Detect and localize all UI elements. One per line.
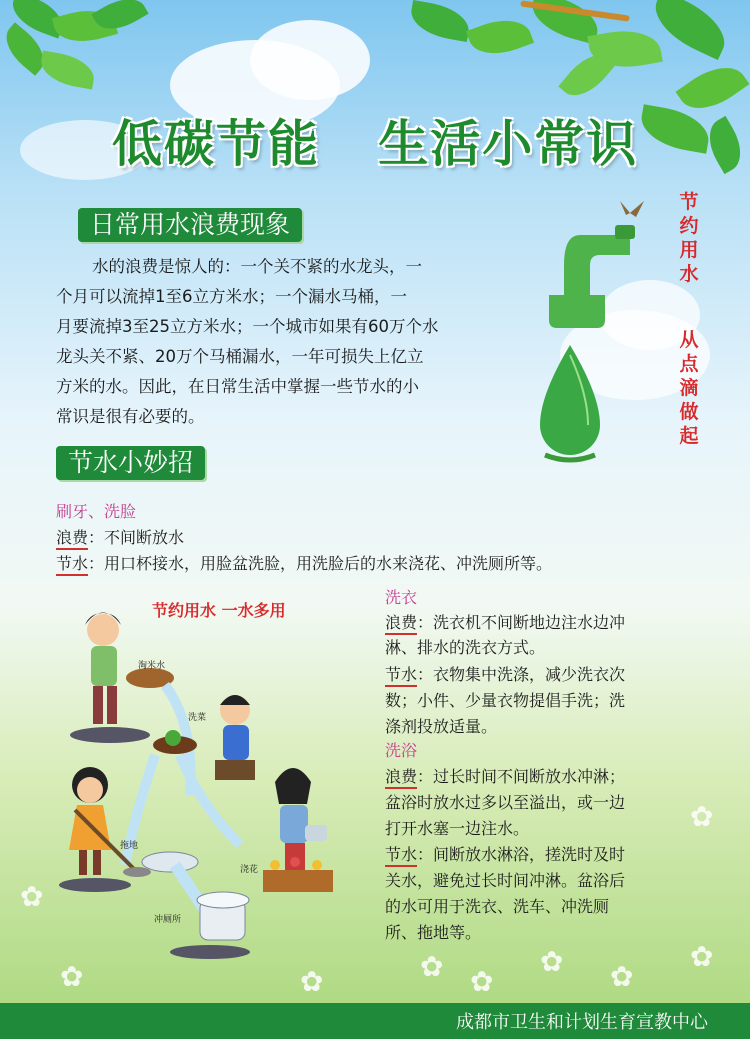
label-veg: 洗菜	[188, 713, 207, 723]
laundry-title: 洗衣	[385, 588, 418, 607]
brush-save-line	[56, 551, 552, 577]
slogan-part1: 节约用水	[679, 191, 699, 285]
brush-title: 刷牙、洗脸	[56, 502, 137, 521]
footer-organization: 成都市卫生和计划生育宣教中心	[456, 1012, 708, 1033]
save-text: ：间断放水淋浴，搓洗时及时	[417, 845, 626, 864]
bath-save-line	[385, 842, 625, 868]
brush-waste-line	[56, 525, 184, 551]
paragraph-line: 龙头关不紧、20万个马桶漏水，一年可损失上亿立	[56, 347, 424, 366]
waste-label: 浪费	[385, 613, 417, 635]
laundry-save-line3: 涤剂投放适量。	[385, 717, 498, 736]
leaf-faucet-illustration	[530, 195, 670, 475]
label-mop: 拖地	[120, 841, 139, 851]
slogan-part2: 从点滴做起	[679, 329, 699, 447]
bath-waste-line	[385, 764, 625, 790]
waste-label: 浪费	[385, 767, 417, 789]
woman-watering-flowers-figure	[263, 768, 333, 892]
bath-save-line3: 的水可用于洗衣、洗车、冲洗厕	[385, 897, 610, 916]
waste-text: ：洗衣机不间断地边注水边冲	[417, 613, 626, 632]
save-text: ：衣物集中洗涤，减少洗衣次	[417, 665, 626, 684]
paragraph-line: 方米的水。因此，在日常生活中掌握一些节水的小	[56, 377, 419, 396]
save-label: 节水	[56, 554, 88, 576]
water-waste-paragraph	[56, 252, 516, 432]
paragraph-line: 月要流掉3至25立方米水；一个城市如果有60万个水	[56, 317, 439, 336]
bath-waste-line2: 盆浴时放水过多以至溢出，或一边	[385, 793, 626, 812]
waste-text: ：过长时间不间断放水冲淋；	[417, 767, 626, 786]
bath-waste-line3: 打开水塞一边注水。	[385, 819, 530, 838]
label-rice: 淘米水	[138, 661, 166, 671]
woman-washing-rice-figure	[70, 613, 174, 744]
laundry-waste-line	[385, 610, 625, 636]
footer-bar	[0, 1003, 750, 1039]
man-washing-vegetables-figure	[153, 695, 255, 780]
bath-save-line2: 关水，避免过长时间冲淋。盆浴后	[385, 871, 626, 890]
waste-label: 浪费	[56, 528, 88, 550]
toilet-figure	[142, 852, 250, 959]
laundry-save-line2: 数；小件、少量衣物提倡手洗；洗	[385, 691, 626, 710]
waste-text: ：不间断放水	[88, 528, 185, 547]
paragraph-line: 个月可以流掉1至6立方米水；一个漏水马桶，一	[56, 287, 407, 306]
section-heading-water-tips: 节水小妙招	[56, 446, 205, 480]
save-label: 节水	[385, 665, 417, 687]
laundry-waste-line2: 淋、排水的洗衣方式。	[385, 638, 546, 657]
illustration-caption: 节约用水 一水多用	[152, 601, 286, 620]
page-title: 低碳节能 生活小常识	[112, 115, 639, 173]
section-heading-water-waste: 日常用水浪费现象	[78, 208, 302, 242]
label-flower: 浇花	[240, 865, 259, 875]
water-drop-icon	[540, 345, 600, 455]
save-text: ：用口杯接水，用脸盆洗脸，用洗脸后的水来浇花、冲洗厕所等。	[88, 554, 553, 573]
bath-save-line4: 所、拖地等。	[385, 923, 482, 942]
butterfly-icon	[620, 201, 644, 217]
bath-title: 洗浴	[385, 741, 418, 760]
label-toilet: 冲厕所	[154, 915, 182, 925]
save-label: 节水	[385, 845, 417, 867]
faucet-icon	[549, 235, 630, 328]
paragraph-line: 常识是很有必要的。	[56, 407, 205, 426]
laundry-save-line	[385, 662, 625, 688]
paragraph-line: 水的浪费是惊人的：一个关不紧的水龙头，一	[92, 257, 422, 276]
